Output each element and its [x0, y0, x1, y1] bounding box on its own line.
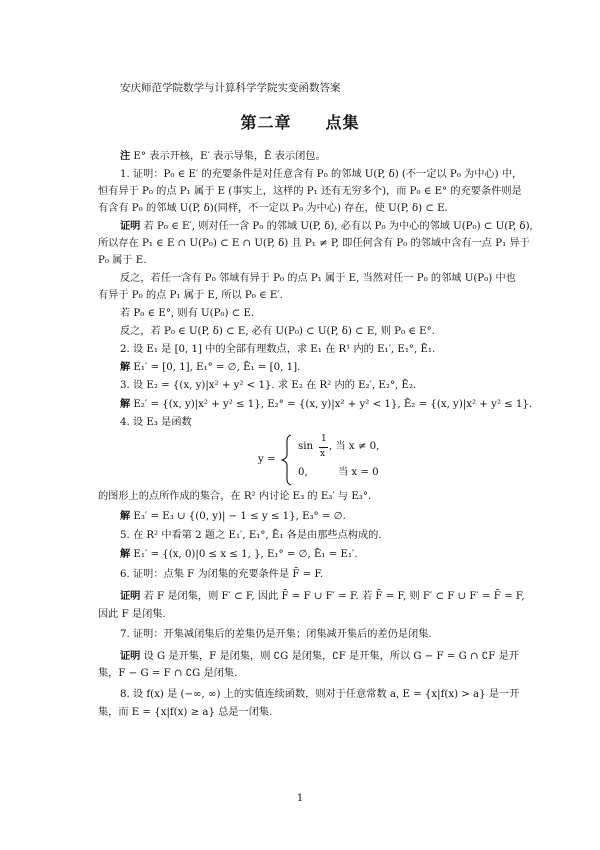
row1-denominator: x — [320, 449, 326, 459]
line-text: 恒有异于 P₀ 的点 P₁ 属于 E (事实上，这样的 P₁ 还有无穷多个)，而 P₀ ∈ E° 的充要条件则是 — [98, 186, 522, 197]
line-text: 集，F − G = F ∩ ∁G 是闭集. — [98, 668, 238, 679]
line-text: 若 P₀ ∈ E°, 则有 U(P₀) ⊂ E. — [120, 308, 255, 319]
text-line — [120, 220, 533, 234]
text-line — [120, 379, 416, 393]
line-text: 7. 证明：开集减闭集后的差集仍是开集；闭集减开集后的差仍是闭集. — [120, 629, 432, 640]
text-line — [98, 706, 272, 720]
line-text: 设 G 是开集，F 是闭集，则 ∁G 是闭集，∁F 是开集，所以 G − F = G ∩ ∁F 是开 — [140, 651, 519, 662]
row1-numerator: 1 — [321, 434, 327, 444]
line-text: 8. 设 f(x) 是 (−∞, ∞) 上的实值连续函数，则对于任意常数 a, E = {x|f(x) > a} 是一开 — [120, 689, 520, 700]
text-line — [98, 254, 146, 268]
left-brace — [281, 434, 293, 486]
text-line — [120, 325, 435, 339]
line-text: 6. 证明：点集 F 为闭集的充要条件是 F̄ = F. — [120, 569, 324, 580]
page-number: 1 — [296, 793, 304, 804]
line-text: 有异于 P₀ 的点 P₁ 属于 E, 所以 P₀ ∈ E′. — [98, 290, 283, 301]
text-line — [120, 529, 382, 543]
bold-label: 解 — [120, 399, 131, 410]
line-text: 3. 设 E₂ = {(x, y)|x² + y² < 1}. 求 E₂ 在 R² 内的 E₂′, E₂°, Ē₂. — [120, 380, 417, 391]
line-text: 若 P₀ ∈ E′, 则对任一含 P₀ 的邻域 U(P, δ), 必有以 P₀ 为中心的邻域 U(P₀) ⊂ U(P, δ), — [140, 221, 533, 232]
bold-label: 解 — [120, 549, 131, 560]
line-text: 反之，若任一含有 P₀ 邻域有异于 P₀ 的点 P₁ 属于 E, 当然对任一 P₀ 的邻域 U(P₀) 中也 — [120, 273, 516, 284]
line-text: 若 F 是闭集，则 F′ ⊂ F, 因此 F̄ = F ∪ F′ = F. 若 F̄ = F, 则 F′ ⊂ F ∪ F′ = F̄ = F, — [140, 591, 525, 602]
line-text: E₃′ = E₃ ∪ {(0, y)| − 1 ≤ y ≤ 1}, E₃° = ∅. — [130, 511, 346, 522]
text-line — [98, 185, 522, 199]
line-text: 所以存在 P₁ ∈ E ∩ U(P₀) ⊂ E ∩ U(P, δ) 且 P₁ ≠ P, 即任何含有 P₀ 的邻域中含有一点 P₁ 异于 — [98, 238, 530, 249]
text-line — [98, 202, 448, 216]
text-line — [98, 490, 371, 504]
bold-label: 解 — [120, 511, 131, 522]
text-line — [120, 548, 358, 562]
line-text: 的图形上的点所作成的集合，在 R² 内讨论 E₃ 的 E₃′ 与 E₃°. — [98, 491, 372, 502]
line-text: E₂′ = {(x, y)|x² + y² ≤ 1}, E₂° = {(x, y)|x² + y² < 1}, Ē₂ = {(x, y)|x² + y² ≤ 1}. — [130, 399, 533, 410]
formula-lhs: y = — [258, 454, 276, 465]
line-text: E₁′ = [0, 1], E₁° = ∅, Ē₁ = [0, 1]. — [130, 362, 301, 373]
text-line — [98, 237, 530, 251]
text-line — [120, 343, 435, 357]
line-text: 4. 设 E₃ 是函数 — [120, 417, 192, 428]
text-line — [120, 168, 522, 182]
text-line — [98, 289, 283, 303]
text-line — [120, 416, 192, 430]
text-line — [120, 510, 346, 524]
line-text: P₀ 属于 E. — [98, 255, 147, 266]
text-line — [120, 150, 326, 164]
text-line — [120, 568, 323, 582]
line-text: 有含有 P₀ 的邻域 U(P, δ)(同样，不一定以 P₀ 为中心) 存在，使 U(P, δ) ⊂ E. — [98, 203, 448, 214]
row2-condition: 当 x = 0 — [338, 467, 379, 478]
bold-label: 证明 — [120, 651, 141, 662]
text-line — [120, 361, 300, 375]
text-line — [98, 667, 237, 681]
line-text: 2. 设 E₁ 是 [0, 1] 中的全部有理数点，求 E₁ 在 R¹ 内的 E₁′, E₁°, Ē₁. — [120, 344, 436, 355]
text-line — [120, 628, 432, 642]
bold-label: 证明 — [120, 221, 141, 232]
line-text: E₁′ = {(x, 0)|0 ≤ x ≤ 1, }, E₁° = ∅, Ē₁ = E₁′. — [130, 549, 358, 560]
text-line — [120, 272, 516, 286]
chapter-title: 第二章 点集 — [240, 113, 360, 132]
line-text: 5. 在 R² 中看第 2 题之 E₁′, E₁°, Ē₁ 各是由那些点构成的. — [120, 530, 382, 541]
line-text: 反之，若 P₀ ∈ U(P, δ) ⊂ E, 必有 U(P₀) ⊂ U(P, δ) ⊂ E, 则 P₀ ∈ E°. — [120, 326, 435, 337]
bold-label: 证明 — [120, 591, 141, 602]
line-text: E° 表示开核，E′ 表示导集，Ē 表示闭包。 — [130, 151, 326, 162]
bold-label: 注 — [120, 151, 131, 162]
line-text: 因此 F 是闭集. — [98, 609, 166, 620]
row1-expr: sin — [298, 441, 314, 452]
text-line — [120, 650, 519, 664]
text-line — [120, 398, 532, 412]
line-text: 1. 证明：P₀ ∈ E′ 的充要条件是对任意含有 P₀ 的邻域 U(P, δ) (不一定以 P₀ 为中心) 中， — [120, 169, 523, 180]
row2-expr: 0, — [298, 467, 308, 478]
page-header: 安庆师范学院数学与计算科学学院实变函数答案 — [120, 82, 341, 94]
row1-condition: , 当 x ≠ 0, — [329, 441, 380, 452]
bold-label: 解 — [120, 362, 131, 373]
text-line — [120, 307, 254, 321]
text-line — [98, 608, 166, 622]
line-text: 集，而 E = {x|f(x) ≥ a} 总是一闭集. — [98, 707, 273, 718]
text-line — [120, 688, 519, 702]
text-line — [120, 590, 525, 604]
